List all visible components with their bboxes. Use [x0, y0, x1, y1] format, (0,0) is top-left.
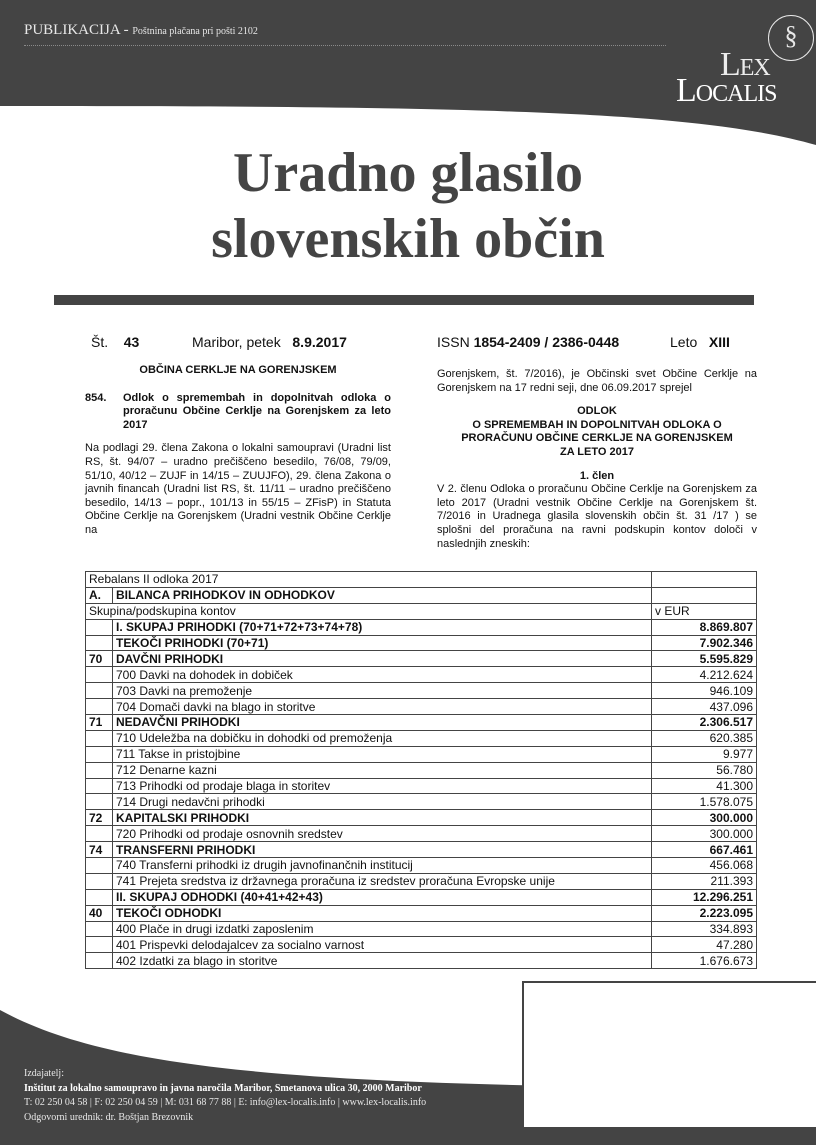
table-row-amount: 7.902.346	[652, 635, 757, 651]
dotted-rule	[24, 45, 666, 46]
table-row-code	[86, 889, 113, 905]
table-row-label: TEKOČI ODHODKI	[113, 905, 652, 921]
table-row-amount: 437.096	[652, 699, 757, 715]
table-row	[86, 699, 757, 715]
table-row	[86, 842, 757, 858]
table-row-amount: 47.280	[652, 937, 757, 953]
table-row-code	[86, 762, 113, 778]
table-row-label: 713 Prihodki od prodaje blaga in storitev	[113, 778, 652, 794]
table-row	[86, 651, 757, 667]
issue-date: Maribor, petek 8.9.2017	[192, 334, 347, 350]
table-row	[86, 715, 757, 731]
table-row-amount: 667.461	[652, 842, 757, 858]
preamble-continuation: Gorenjskem, št. 7/2016), je Občinski svet Občine Cerklje na Gorenjskem na 17 redni seji, dne 06.09.2017 sprejel	[437, 368, 757, 394]
table-row-label: KAPITALSKI PRIHODKI	[113, 810, 652, 826]
article-1-text: V 2. členu Odloka o proračunu Občine Cerklje na Gorenjskem za leto 2017 (Uradni vestnik Občine Cerklje na Gorenjskem št. 7/2016 in Uradnega glasila slovenskih občin št. 31 /17 ) se splošni del proračuna na ravni podskupin kontov določi v naslednjih zneskih:	[437, 483, 757, 550]
footer-blank-box	[522, 981, 816, 1129]
table-row-code	[86, 667, 113, 683]
table-row-code	[86, 730, 113, 746]
table-row-code	[86, 683, 113, 699]
table-section-row: A. BILANCA PRIHODKOV IN ODHODKOV	[86, 587, 757, 603]
table-row-label: 402 Izdatki za blago in storitve	[113, 953, 652, 969]
table-row-amount: 9.977	[652, 746, 757, 762]
table-header-row: Skupina/podskupina kontov v EUR	[86, 603, 757, 619]
table-row-label: 400 Plače in drugi izdatki zaposlenim	[113, 921, 652, 937]
table-row-amount: 211.393	[652, 873, 757, 889]
table-row	[86, 889, 757, 905]
table-row-code	[86, 858, 113, 874]
table-row-amount: 300.000	[652, 826, 757, 842]
table-row-label: 711 Takse in pristojbine	[113, 746, 652, 762]
table-row-label: TEKOČI PRIHODKI (70+71)	[113, 635, 652, 651]
table-caption-row: Rebalans II odloka 2017	[86, 572, 757, 588]
table-row-code: 72	[86, 810, 113, 826]
table-row-code: 70	[86, 651, 113, 667]
table-row-label: 720 Prihodki od prodaje osnovnih sredstev	[113, 826, 652, 842]
table-row-code	[86, 953, 113, 969]
table-row-label: 710 Udeležba na dobičku in dohodki od premoženja	[113, 730, 652, 746]
article-number: 854.	[85, 391, 107, 404]
table-row-code	[86, 746, 113, 762]
table-row	[86, 921, 757, 937]
table-row-label: TRANSFERNI PRIHODKI	[113, 842, 652, 858]
table-row-label: 703 Davki na premoženje	[113, 683, 652, 699]
table-row	[86, 730, 757, 746]
table-row-code	[86, 619, 113, 635]
section-sign-icon: §	[784, 21, 798, 50]
table-row	[86, 953, 757, 969]
table-row-code	[86, 937, 113, 953]
publication-label: PUBLIKACIJA	[24, 22, 120, 38]
table-row-code	[86, 873, 113, 889]
table-row-label: 700 Davki na dohodek in dobiček	[113, 667, 652, 683]
table-row-amount: 4.212.624	[652, 667, 757, 683]
logo-localis: Localis	[676, 72, 777, 109]
table-row-code	[86, 778, 113, 794]
table-row	[86, 683, 757, 699]
table-row	[86, 826, 757, 842]
table-row-code	[86, 826, 113, 842]
table-row	[86, 619, 757, 635]
table-row-label: 740 Transferni prihodki iz drugih javnofinančnih institucij	[113, 858, 652, 874]
table-row-amount: 56.780	[652, 762, 757, 778]
table-row-label: 401 Prispevki delodajalcev za socialno varnost	[113, 937, 652, 953]
decree-title: ODLOK O SPREMEMBAH IN DOPOLNITVAH ODLOKA O PRORAČUNU OBČINE CERKLJE NA GORENJSKEM ZA LETO 2017	[461, 405, 733, 458]
table-row-amount: 334.893	[652, 921, 757, 937]
table-row-code: 74	[86, 842, 113, 858]
publisher-info	[24, 1067, 426, 1125]
table-row-amount: 946.109	[652, 683, 757, 699]
table-row	[86, 873, 757, 889]
table-row	[86, 858, 757, 874]
budget-table	[85, 571, 757, 969]
issn: ISSN 1854-2409 / 2386-0448	[437, 334, 620, 350]
table-row-code	[86, 794, 113, 810]
table-row	[86, 635, 757, 651]
article-title: Odlok o spremembah in dopolnitvah odloka o proračunu Občine Cerklje na Gorenjskem za leto 2017	[123, 391, 391, 431]
right-column	[437, 368, 757, 551]
table-row	[86, 778, 757, 794]
table-row-amount: 456.068	[652, 858, 757, 874]
table-row	[86, 762, 757, 778]
table-row-amount: 8.869.807	[652, 619, 757, 635]
lex-localis-logo	[676, 12, 808, 109]
table-row-label: 704 Domači davki na blago in storitve	[113, 699, 652, 715]
table-row	[86, 905, 757, 921]
table-row	[86, 794, 757, 810]
issue-number: Št. 43	[91, 334, 140, 350]
table-row-amount: 5.595.829	[652, 651, 757, 667]
preamble-text: Na podlagi 29. člena Zakona o lokalni samoupravi (Uradni list RS, št. 94/07 – uradno prečiščeno besedilo, 76/08, 79/09, 51/10, 40/12 – ZUJF in 14/15 – ZUUJFO), 29. člena Zakona o javnih financah (Uradni list RS, št. 11/11 – uradno prečiščeno besedilo, 14/13 – popr., 101/13 in 55/15 – ZFisP) in Statuta Občine Cerklje na Gorenjskem (Uradni vestnik Občine Cerklje na	[85, 442, 391, 536]
table-row-amount: 1.676.673	[652, 953, 757, 969]
table-row-label: II. SKUPAJ ODHODKI (40+41+42+43)	[113, 889, 652, 905]
table-row-amount: 620.385	[652, 730, 757, 746]
table-row-label: NEDAVČNI PRIHODKI	[113, 715, 652, 731]
table-row-amount: 2.306.517	[652, 715, 757, 731]
table-row-label: 741 Prejeta sredstva iz državnega proračuna iz sredstev proračuna Evropske unije	[113, 873, 652, 889]
table-row-label: I. SKUPAJ PRIHODKI (70+71+72+73+74+78)	[113, 619, 652, 635]
postage-note: Poštnina plačana pri pošti 2102	[132, 26, 258, 37]
table-row	[86, 937, 757, 953]
page-title: Uradno glasilo slovenskih občin	[211, 142, 605, 270]
volume-year: Leto XIII	[670, 334, 730, 350]
article-1-heading: 1. člen	[579, 469, 615, 482]
table-row-amount: 1.578.075	[652, 794, 757, 810]
table-row-amount: 2.223.095	[652, 905, 757, 921]
table-row-label: 712 Denarne kazni	[113, 762, 652, 778]
table-row-code	[86, 699, 113, 715]
table-row-amount: 41.300	[652, 778, 757, 794]
table-row-amount: 300.000	[652, 810, 757, 826]
responsible-editor: Odgovorni urednik: dr. Boštjan Brezovnik	[24, 1111, 194, 1123]
table-row-label: DAVČNI PRIHODKI	[113, 651, 652, 667]
logo-lex: Lex	[720, 46, 770, 83]
title-rule	[54, 295, 754, 305]
table-row	[86, 810, 757, 826]
table-row-code	[86, 635, 113, 651]
table-row	[86, 746, 757, 762]
left-column	[85, 364, 391, 538]
table-row	[86, 667, 757, 683]
publisher-contacts: T: 02 250 04 58 | F: 02 250 04 59 | M: 031 68 77 88 | E: info@lex-localis.info | www.lex-localis.info	[24, 1097, 427, 1108]
table-row-amount: 12.296.251	[652, 889, 757, 905]
table-row-code: 71	[86, 715, 113, 731]
article-heading	[85, 392, 391, 433]
table-row-code	[86, 921, 113, 937]
publication-line: PUBLIKACIJA - Poštnina plačana pri pošti 2102	[24, 22, 258, 38]
municipality-heading: OBČINA CERKLJE NA GORENJSKEM	[139, 364, 337, 376]
publisher-name: Inštitut za lokalno samoupravo in javna naročila Maribor, Smetanova ulica 30, 2000 Maribor	[24, 1082, 422, 1094]
table-row-label: 714 Drugi nedavčni prihodki	[113, 794, 652, 810]
table-row-code: 40	[86, 905, 113, 921]
publisher-label: Izdajatelj:	[24, 1068, 64, 1079]
